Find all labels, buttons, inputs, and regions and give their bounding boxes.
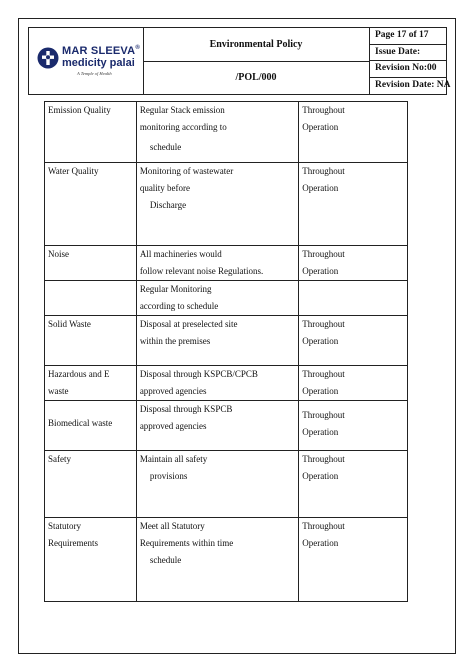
cell-line: Regular Monitoring bbox=[139, 284, 212, 294]
cell-line: approved agencies bbox=[139, 421, 207, 431]
cell-line: schedule bbox=[149, 555, 182, 565]
cell-line: Water Quality bbox=[48, 166, 99, 176]
cell-line: Disposal at preselected site bbox=[139, 319, 238, 329]
control-cell bbox=[136, 102, 298, 163]
control-cell bbox=[136, 246, 298, 281]
hospital-logo bbox=[37, 44, 140, 80]
frequency-cell bbox=[299, 281, 408, 316]
cell-line: Throughout bbox=[302, 521, 345, 531]
aspect-cell bbox=[45, 401, 137, 451]
cross-emblem-icon bbox=[37, 47, 59, 69]
table-row bbox=[45, 366, 408, 401]
control-cell bbox=[136, 163, 298, 246]
cell-line: follow relevant noise Regulations. bbox=[139, 266, 264, 276]
aspect-cell bbox=[45, 102, 137, 163]
cell-line: Operation bbox=[302, 336, 339, 346]
cell-line: Monitoring of wastewater bbox=[139, 166, 234, 176]
table-row bbox=[45, 281, 408, 316]
frequency-cell bbox=[299, 316, 408, 366]
frequency-cell bbox=[299, 246, 408, 281]
control-cell bbox=[136, 518, 298, 602]
table-row bbox=[45, 102, 408, 163]
issue-date: Issue Date: bbox=[369, 45, 446, 62]
control-cell bbox=[136, 366, 298, 401]
control-cell bbox=[136, 281, 298, 316]
frequency-cell bbox=[299, 163, 408, 246]
cell-line: Solid Waste bbox=[48, 319, 91, 329]
cell-line: Operation bbox=[302, 427, 339, 437]
cell-line: Disposal through KSPCB/CPCB bbox=[139, 369, 258, 379]
cell-line: Throughout bbox=[302, 319, 345, 329]
cell-line: Operation bbox=[302, 471, 339, 481]
logo-tagline: A Temple of Health bbox=[77, 71, 112, 76]
cell-line: Throughout bbox=[302, 166, 345, 176]
cell-line: Requirements bbox=[48, 538, 98, 548]
aspect-cell bbox=[45, 316, 137, 366]
table-row bbox=[45, 246, 408, 281]
revision-cell bbox=[369, 28, 451, 94]
table-row bbox=[45, 401, 408, 451]
aspect-cell bbox=[45, 518, 137, 602]
logo-brand-line2: medicity palai bbox=[62, 57, 135, 69]
cell-line: Statutory bbox=[48, 521, 81, 531]
frequency-cell bbox=[299, 401, 408, 451]
cell-line: Throughout bbox=[302, 454, 345, 464]
cell-line: Requirements within time bbox=[139, 538, 234, 548]
cell-line: Discharge bbox=[149, 200, 187, 210]
revision-number: Revision No:00 bbox=[369, 61, 446, 78]
table-row bbox=[45, 316, 408, 366]
cell-line: provisions bbox=[149, 471, 188, 481]
frequency-cell bbox=[299, 451, 408, 518]
table-row bbox=[45, 518, 408, 602]
cell-line: Noise bbox=[48, 249, 69, 259]
cell-line: Throughout bbox=[302, 369, 345, 379]
cell-line: Meet all Statutory bbox=[139, 521, 205, 531]
cell-line: according to schedule bbox=[139, 301, 219, 311]
cell-line: quality before bbox=[139, 183, 191, 193]
cell-line: Biomedical waste bbox=[48, 418, 113, 428]
logo-cell bbox=[29, 28, 144, 94]
frequency-cell bbox=[299, 518, 408, 602]
cell-line: Operation bbox=[302, 266, 339, 276]
aspect-cell bbox=[45, 246, 137, 281]
cell-line: within the premises bbox=[139, 336, 211, 346]
table-row bbox=[45, 451, 408, 518]
revision-date: Revision Date: NA bbox=[375, 79, 451, 90]
title-cell bbox=[143, 28, 370, 94]
cell-line: Throughout bbox=[302, 249, 345, 259]
cell-line: Disposal through KSPCB bbox=[139, 404, 233, 414]
frequency-cell bbox=[299, 102, 408, 163]
table-row bbox=[45, 163, 408, 246]
cell-line: approved agencies bbox=[139, 386, 207, 396]
document-title: Environmental Policy bbox=[143, 28, 369, 62]
cell-line: Safety bbox=[48, 454, 71, 464]
control-cell bbox=[136, 401, 298, 451]
document-code: /POL/000 bbox=[235, 72, 277, 83]
cell-line: Hazardous and E bbox=[48, 369, 110, 379]
control-cell bbox=[136, 451, 298, 518]
cell-line: Operation bbox=[302, 122, 339, 132]
logo-brand-line1: MAR SLEEVA® bbox=[62, 45, 140, 57]
aspect-cell bbox=[45, 281, 137, 316]
frequency-cell bbox=[299, 366, 408, 401]
cell-line: Operation bbox=[302, 183, 339, 193]
aspect-cell bbox=[45, 366, 137, 401]
aspect-cell bbox=[45, 163, 137, 246]
aspect-cell bbox=[45, 451, 137, 518]
environmental-aspects-table bbox=[44, 101, 408, 602]
document-header bbox=[28, 27, 451, 95]
cell-line: All machineries would bbox=[139, 249, 222, 259]
control-cell bbox=[136, 316, 298, 366]
cell-line: Maintain all safety bbox=[139, 454, 208, 464]
cell-line: Emission Quality bbox=[48, 105, 111, 115]
cell-line: monitoring according to bbox=[139, 122, 227, 132]
cell-line: Throughout bbox=[302, 410, 345, 420]
cell-line: Operation bbox=[302, 386, 339, 396]
cell-line: waste bbox=[48, 386, 69, 396]
cell-line: Operation bbox=[302, 538, 339, 548]
page-number: Page 17 of 17 bbox=[369, 28, 446, 45]
cell-line: schedule bbox=[149, 142, 182, 152]
cell-line: Throughout bbox=[302, 105, 345, 115]
cell-line: Regular Stack emission bbox=[139, 105, 225, 115]
